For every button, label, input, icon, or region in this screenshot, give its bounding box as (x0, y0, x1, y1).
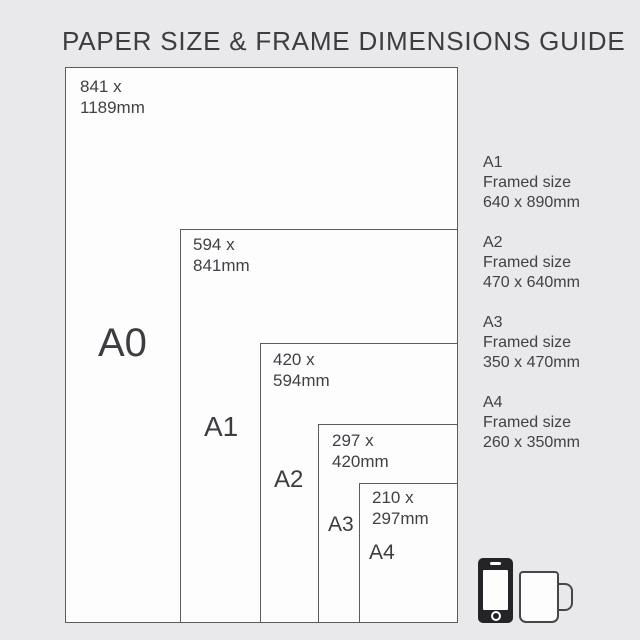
paper-a1-dimensions: 594 x 841mm (193, 235, 250, 275)
framed-size-label: Framed size (483, 334, 572, 351)
framed-size-value: 260 x 350mm (483, 434, 580, 451)
paper-a3-dimensions: 297 x 420mm (332, 431, 389, 471)
framed-size-legend (483, 153, 580, 473)
phone-home-button (491, 611, 501, 621)
framed-size-value: 640 x 890mm (483, 194, 580, 211)
paper-a3-label: A3 (328, 513, 354, 536)
legend-size: A2 (483, 234, 503, 251)
paper-a4-dimensions: 210 x 297mm (372, 488, 429, 528)
paper-a2-dimensions: 420 x 594mm (273, 350, 330, 390)
page-title: PAPER SIZE & FRAME DIMENSIONS GUIDE (62, 26, 626, 56)
phone-screen (483, 570, 508, 610)
paper-a0-label: A0 (98, 321, 147, 365)
legend-item-a1 (483, 153, 580, 213)
framed-size-label: Framed size (483, 254, 572, 271)
paper-a1-label: A1 (204, 411, 239, 442)
paper-a4-label: A4 (369, 541, 395, 564)
legend-item-a4 (483, 393, 580, 453)
legend-size: A3 (483, 314, 503, 331)
framed-size-label: Framed size (483, 174, 572, 191)
framed-size-value: 350 x 470mm (483, 354, 580, 371)
framed-size-value: 470 x 640mm (483, 274, 580, 291)
paper-a0-dimensions: 841 x 1189mm (80, 77, 145, 117)
framed-size-label: Framed size (483, 414, 572, 431)
legend-item-a3 (483, 313, 580, 373)
phone-speaker (490, 562, 501, 565)
smartphone-icon (478, 558, 513, 623)
paper-a2-label: A2 (274, 466, 304, 493)
legend-size: A4 (483, 394, 503, 411)
mug-icon (519, 571, 559, 623)
legend-size: A1 (483, 154, 503, 171)
legend-item-a2 (483, 233, 580, 293)
